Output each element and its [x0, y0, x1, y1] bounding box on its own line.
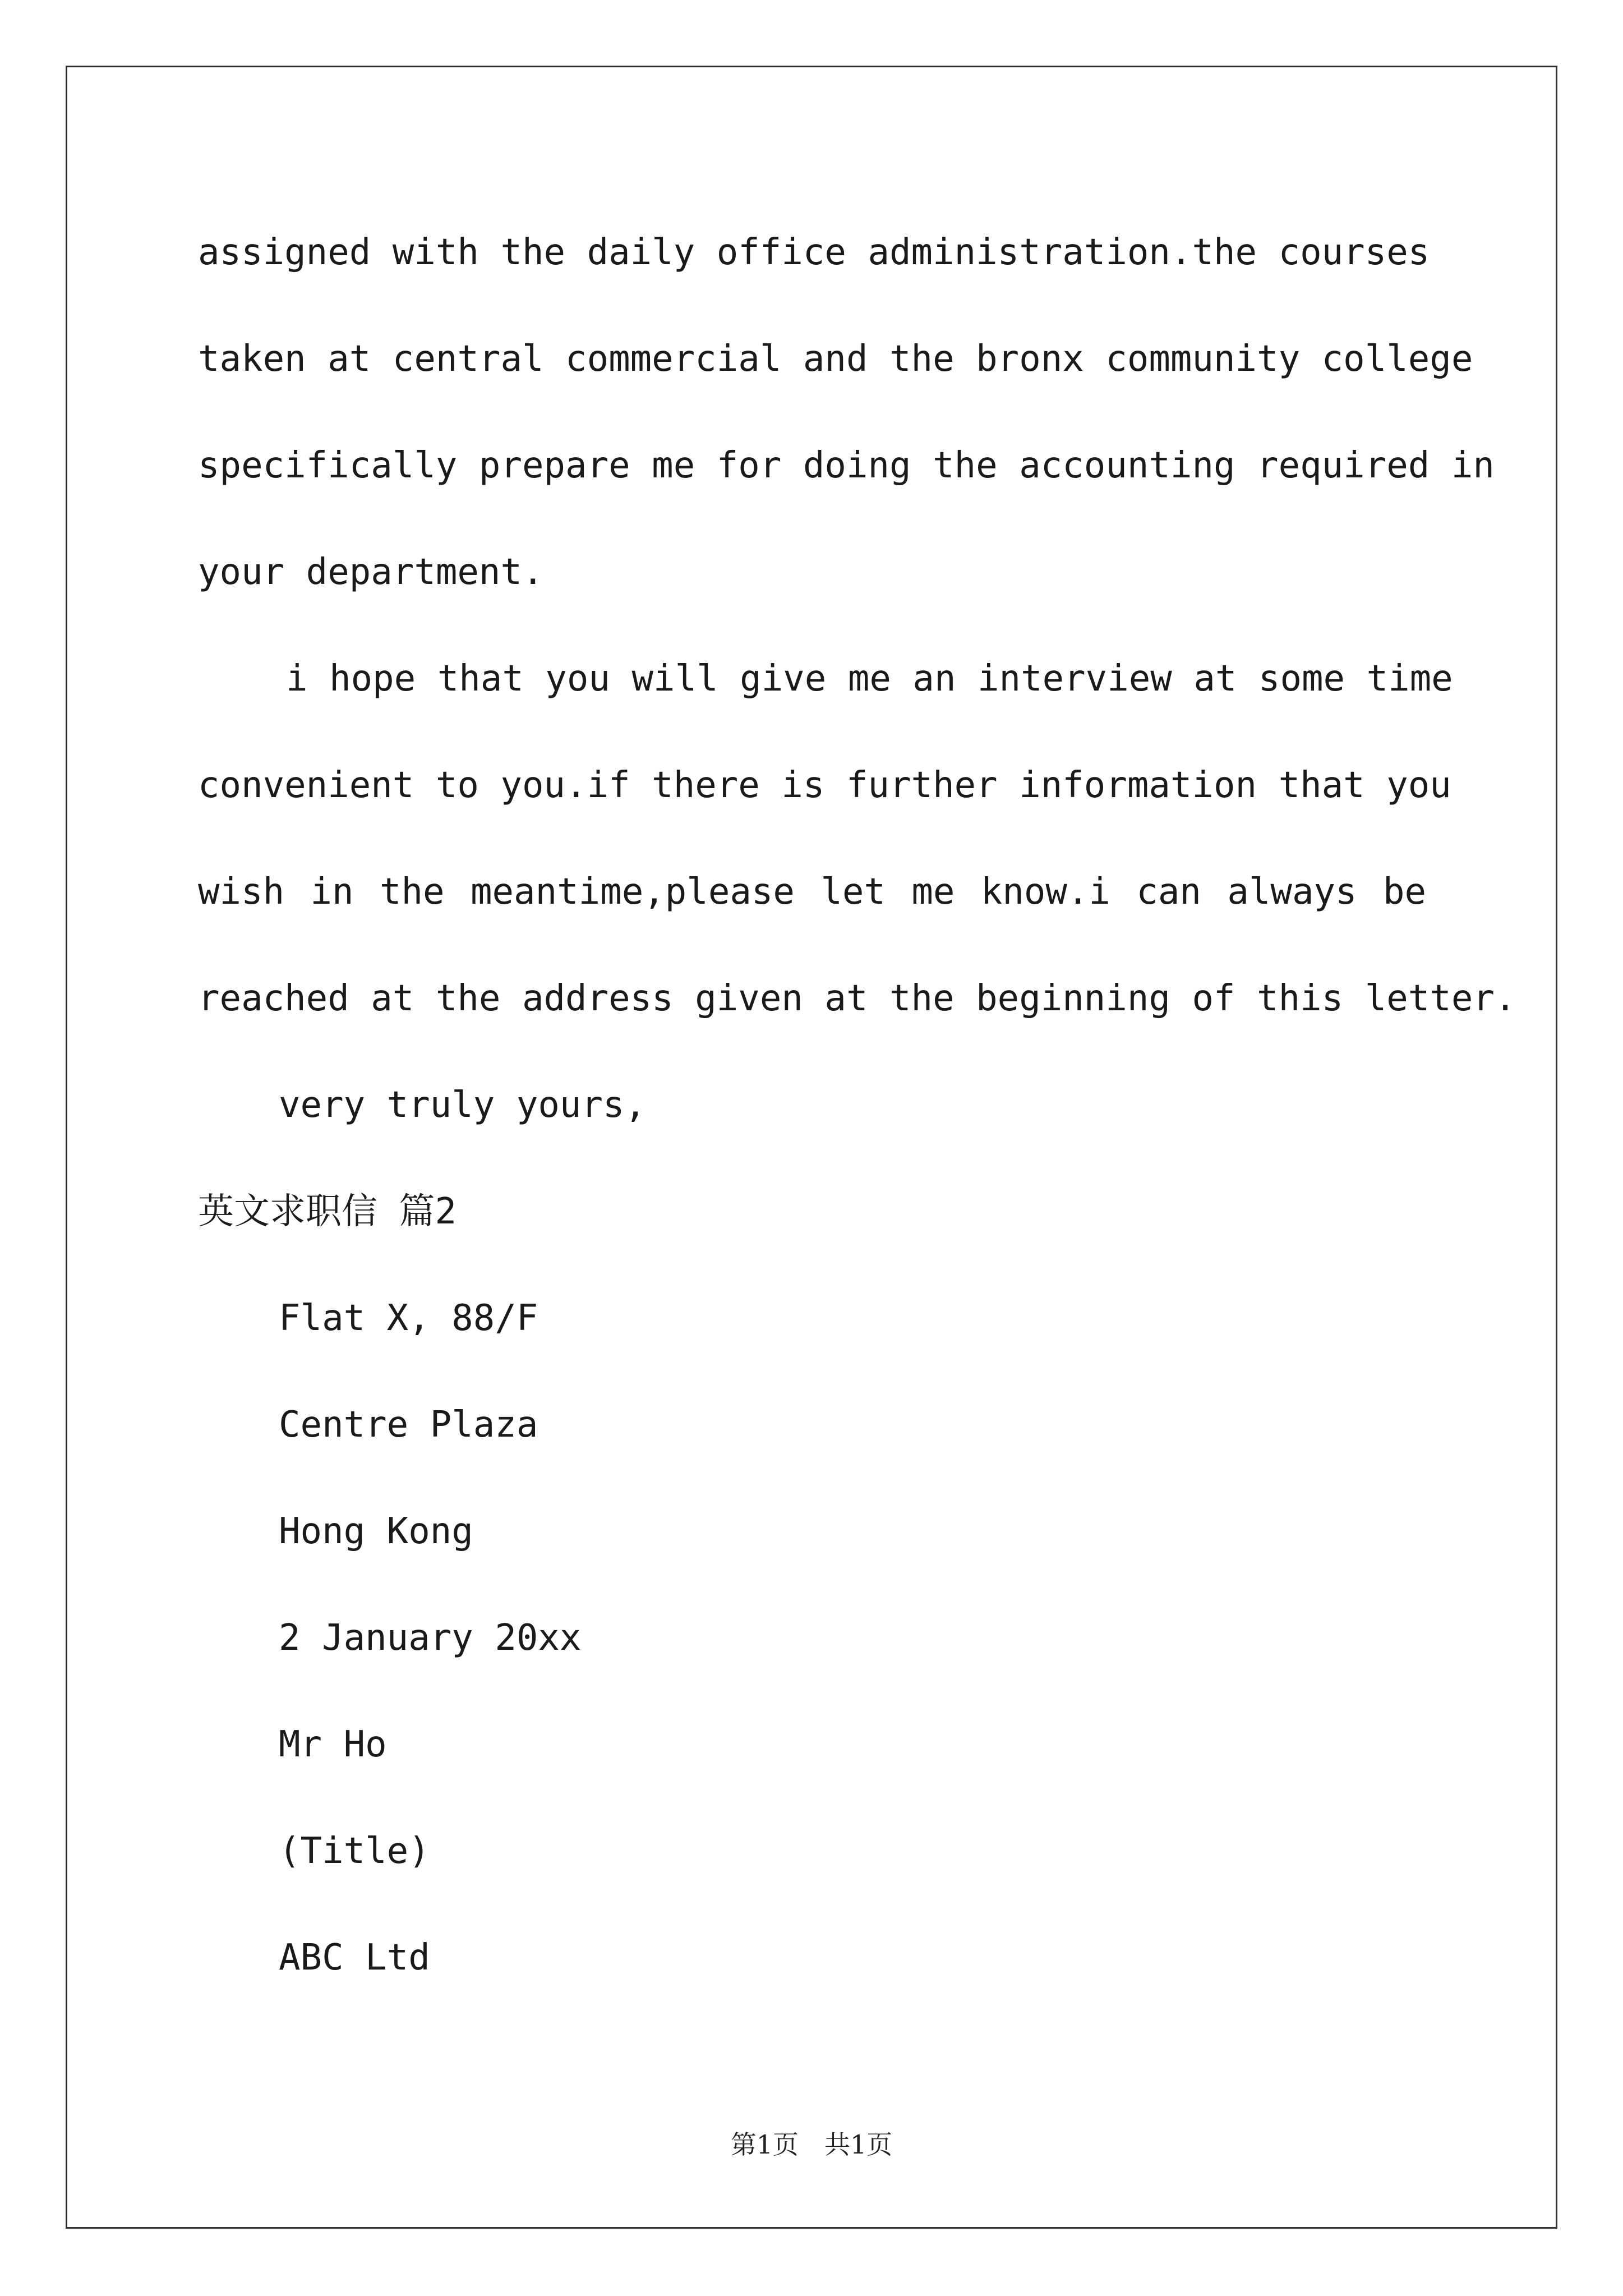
address-line: Flat X, 88/F [279, 1297, 538, 1339]
paragraph-line: convenient to you.if there is further information that you [198, 765, 1451, 806]
paragraph-line: reached at the address given at the beginning of this letter. [198, 978, 1516, 1019]
address-line: Hong Kong [279, 1511, 473, 1552]
closing-line: very truly yours, [279, 1084, 647, 1126]
page-number: 第1页 [730, 2129, 799, 2160]
address-line: Centre Plaza [279, 1404, 538, 1446]
page-border [66, 66, 1557, 2229]
recipient-title: (Title) [279, 1830, 430, 1872]
page-total: 共1页 [824, 2129, 893, 2160]
paragraph-line: specifically prepare me for doing the accounting required in [198, 445, 1495, 486]
page-footer [0, 2128, 1623, 2161]
recipient-name: Mr Ho [279, 1724, 387, 1765]
paragraph-line: i hope that you will give me an interview at some time [286, 658, 1453, 700]
section-heading: 英文求职信 篇2 [198, 1191, 457, 1232]
paragraph-line: assigned with the daily office administration.the courses [198, 232, 1430, 273]
paragraph-line: taken at central commercial and the bronx community college [198, 338, 1473, 380]
date-line: 2 January 20xx [279, 1617, 582, 1659]
paragraph-line: wish in the meantime,please let me know.i can always be [198, 871, 1426, 913]
recipient-company: ABC Ltd [279, 1937, 430, 1978]
paragraph-line: your department. [198, 551, 544, 593]
